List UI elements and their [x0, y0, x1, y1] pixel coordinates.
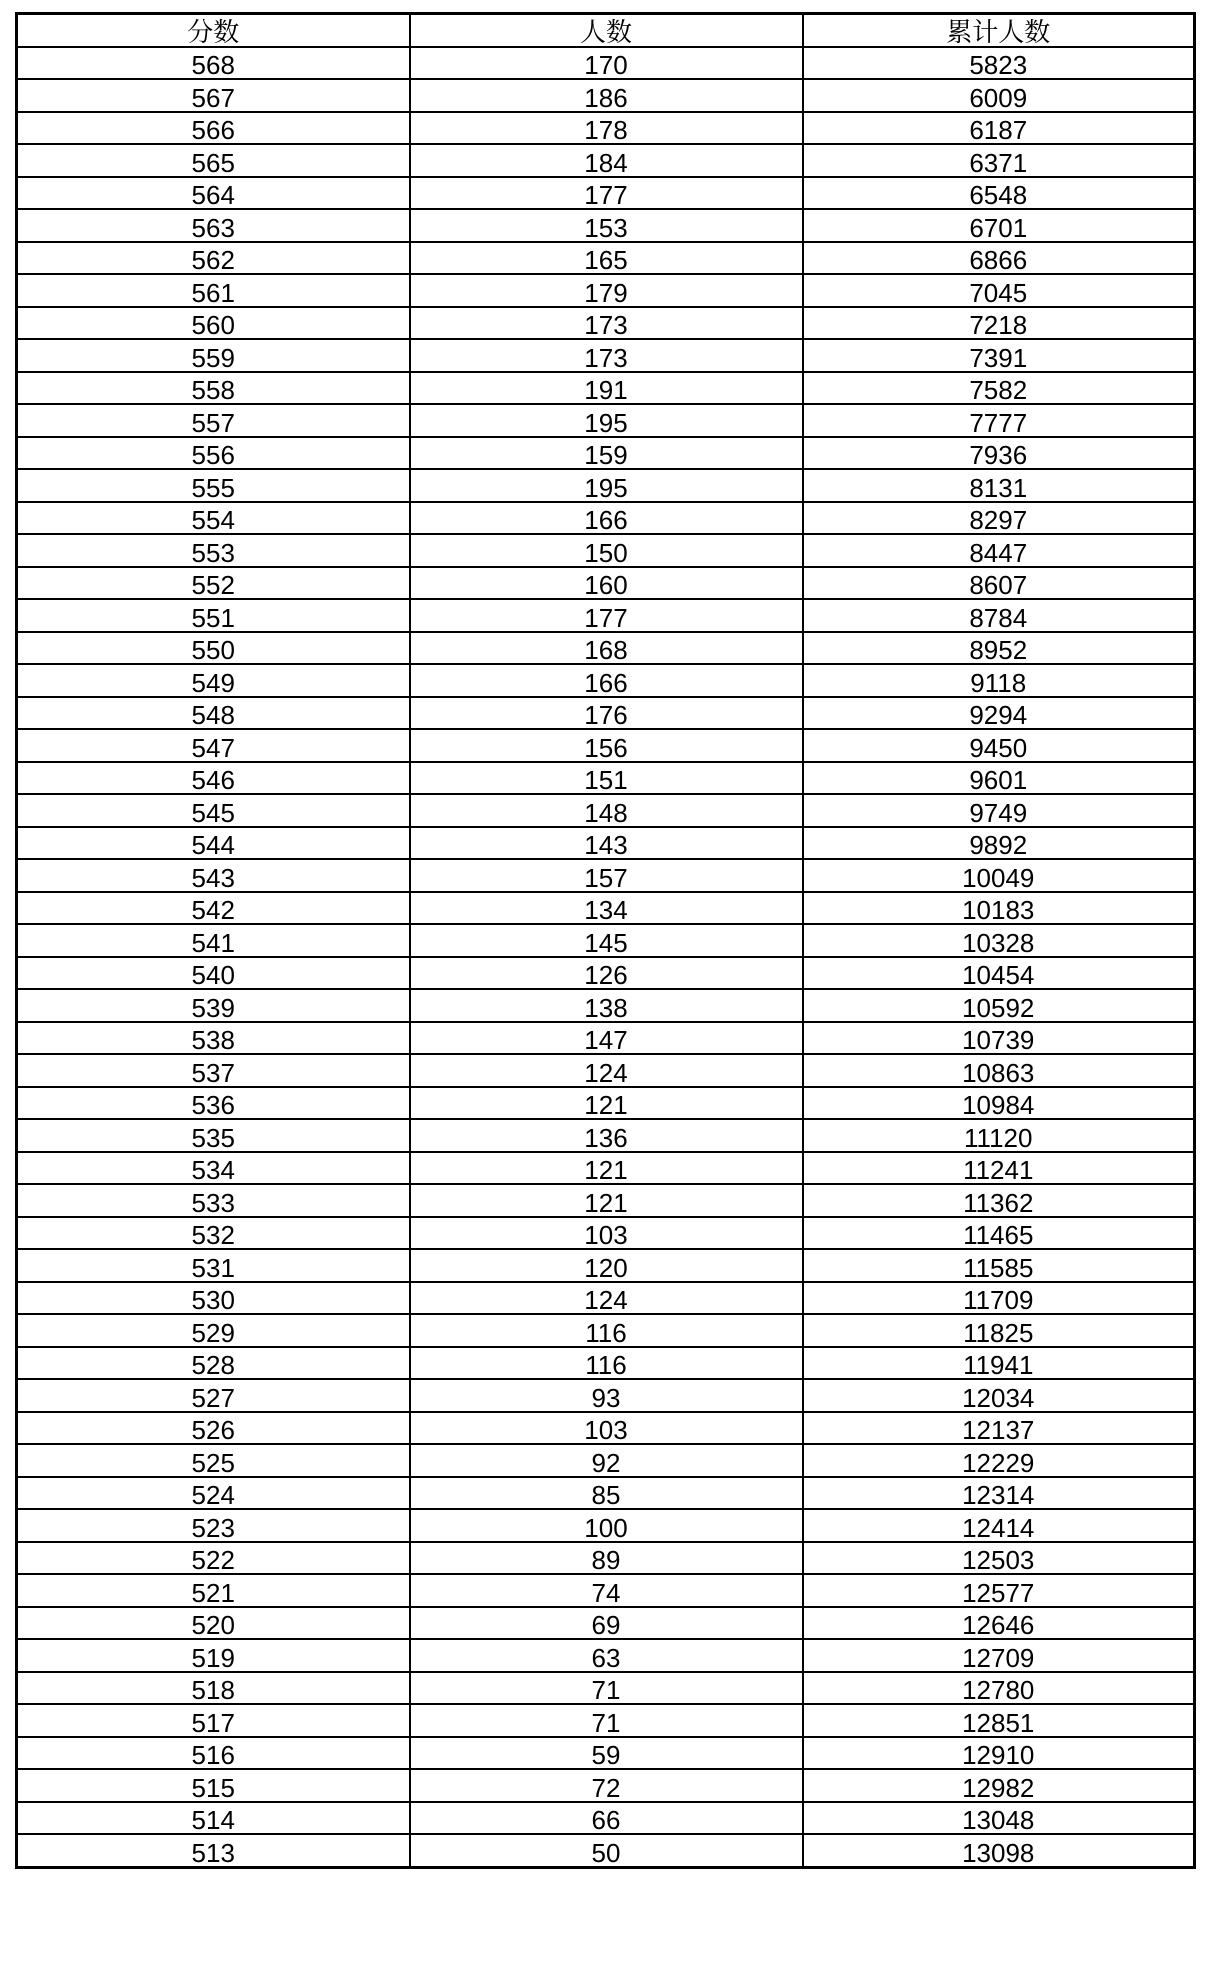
cell-cumulative: 10592	[803, 989, 1195, 1022]
cell-cumulative: 7936	[803, 437, 1195, 470]
cell-cumulative: 12503	[803, 1542, 1195, 1575]
cell-score: 536	[17, 1087, 410, 1120]
cell-cumulative: 12314	[803, 1477, 1195, 1510]
cell-count: 85	[410, 1477, 803, 1510]
table-row	[17, 762, 1195, 795]
cell-cumulative: 11585	[803, 1249, 1195, 1282]
cell-cumulative: 12709	[803, 1639, 1195, 1672]
cell-score: 553	[17, 534, 410, 567]
header-cumulative: 累计人数	[803, 14, 1195, 47]
cell-count: 136	[410, 1119, 803, 1152]
cell-count: 157	[410, 859, 803, 892]
header-count: 人数	[410, 14, 803, 47]
cell-score: 532	[17, 1217, 410, 1250]
table-row	[17, 957, 1195, 990]
table-row	[17, 1119, 1195, 1152]
table-row	[17, 1477, 1195, 1510]
cell-cumulative: 12137	[803, 1412, 1195, 1445]
cell-count: 195	[410, 404, 803, 437]
table-row	[17, 1379, 1195, 1412]
cell-count: 71	[410, 1704, 803, 1737]
cell-score: 544	[17, 827, 410, 860]
cell-cumulative: 10183	[803, 892, 1195, 925]
cell-count: 72	[410, 1769, 803, 1802]
table-row	[17, 1737, 1195, 1770]
cell-count: 138	[410, 989, 803, 1022]
table-row	[17, 794, 1195, 827]
cell-count: 165	[410, 242, 803, 275]
table-row	[17, 1249, 1195, 1282]
cell-score: 551	[17, 599, 410, 632]
table-row	[17, 404, 1195, 437]
cell-cumulative: 7391	[803, 339, 1195, 372]
cell-score: 534	[17, 1152, 410, 1185]
cell-cumulative: 10863	[803, 1054, 1195, 1087]
cell-cumulative: 13098	[803, 1834, 1195, 1867]
cell-count: 179	[410, 274, 803, 307]
cell-score: 547	[17, 729, 410, 762]
cell-count: 121	[410, 1152, 803, 1185]
cell-cumulative: 12851	[803, 1704, 1195, 1737]
cell-score: 538	[17, 1022, 410, 1055]
cell-count: 71	[410, 1672, 803, 1705]
score-distribution-table	[15, 12, 1196, 1869]
table-row	[17, 307, 1195, 340]
cell-count: 150	[410, 534, 803, 567]
cell-score: 548	[17, 697, 410, 730]
cell-score: 524	[17, 1477, 410, 1510]
table-row	[17, 827, 1195, 860]
cell-cumulative: 12780	[803, 1672, 1195, 1705]
cell-count: 177	[410, 177, 803, 210]
table-row	[17, 47, 1195, 80]
table-row	[17, 729, 1195, 762]
cell-cumulative: 9294	[803, 697, 1195, 730]
cell-score: 516	[17, 1737, 410, 1770]
cell-cumulative: 6548	[803, 177, 1195, 210]
cell-count: 124	[410, 1282, 803, 1315]
cell-cumulative: 6701	[803, 209, 1195, 242]
cell-score: 533	[17, 1184, 410, 1217]
table-row	[17, 924, 1195, 957]
cell-cumulative: 5823	[803, 47, 1195, 80]
cell-cumulative: 6009	[803, 79, 1195, 112]
cell-score: 561	[17, 274, 410, 307]
cell-score: 535	[17, 1119, 410, 1152]
cell-score: 562	[17, 242, 410, 275]
cell-cumulative: 7777	[803, 404, 1195, 437]
cell-score: 519	[17, 1639, 410, 1672]
table-row	[17, 144, 1195, 177]
table-row	[17, 892, 1195, 925]
cell-count: 124	[410, 1054, 803, 1087]
cell-cumulative: 6866	[803, 242, 1195, 275]
cell-count: 121	[410, 1087, 803, 1120]
cell-count: 89	[410, 1542, 803, 1575]
cell-score: 554	[17, 502, 410, 535]
cell-count: 103	[410, 1217, 803, 1250]
cell-cumulative: 8131	[803, 469, 1195, 502]
cell-score: 559	[17, 339, 410, 372]
table-row	[17, 79, 1195, 112]
cell-count: 145	[410, 924, 803, 957]
cell-score: 513	[17, 1834, 410, 1867]
table-row	[17, 469, 1195, 502]
table-row	[17, 1022, 1195, 1055]
cell-score: 530	[17, 1282, 410, 1315]
cell-score: 522	[17, 1542, 410, 1575]
table-row	[17, 1769, 1195, 1802]
table-row	[17, 1347, 1195, 1380]
cell-score: 546	[17, 762, 410, 795]
cell-score: 517	[17, 1704, 410, 1737]
cell-score: 564	[17, 177, 410, 210]
cell-cumulative: 8784	[803, 599, 1195, 632]
cell-count: 160	[410, 567, 803, 600]
cell-score: 558	[17, 372, 410, 405]
cell-score: 568	[17, 47, 410, 80]
cell-count: 148	[410, 794, 803, 827]
cell-cumulative: 11241	[803, 1152, 1195, 1185]
table-row	[17, 697, 1195, 730]
table-row	[17, 989, 1195, 1022]
table-row	[17, 437, 1195, 470]
cell-cumulative: 12646	[803, 1607, 1195, 1640]
cell-count: 177	[410, 599, 803, 632]
cell-score: 556	[17, 437, 410, 470]
cell-cumulative: 9450	[803, 729, 1195, 762]
cell-score: 514	[17, 1802, 410, 1835]
table-row	[17, 664, 1195, 697]
cell-cumulative: 11709	[803, 1282, 1195, 1315]
table-row	[17, 1802, 1195, 1835]
cell-count: 50	[410, 1834, 803, 1867]
cell-cumulative: 9892	[803, 827, 1195, 860]
cell-cumulative: 12577	[803, 1574, 1195, 1607]
cell-score: 560	[17, 307, 410, 340]
cell-score: 521	[17, 1574, 410, 1607]
cell-count: 156	[410, 729, 803, 762]
cell-count: 166	[410, 664, 803, 697]
cell-cumulative: 12414	[803, 1509, 1195, 1542]
cell-cumulative: 11120	[803, 1119, 1195, 1152]
table-row	[17, 534, 1195, 567]
table-row	[17, 567, 1195, 600]
cell-count: 173	[410, 339, 803, 372]
table-row	[17, 1639, 1195, 1672]
cell-cumulative: 9601	[803, 762, 1195, 795]
cell-score: 555	[17, 469, 410, 502]
cell-cumulative: 10454	[803, 957, 1195, 990]
cell-cumulative: 11465	[803, 1217, 1195, 1250]
cell-count: 173	[410, 307, 803, 340]
cell-cumulative: 6371	[803, 144, 1195, 177]
cell-count: 166	[410, 502, 803, 535]
cell-score: 549	[17, 664, 410, 697]
cell-score: 550	[17, 632, 410, 665]
cell-count: 178	[410, 112, 803, 145]
cell-cumulative: 11941	[803, 1347, 1195, 1380]
cell-score: 543	[17, 859, 410, 892]
cell-score: 552	[17, 567, 410, 600]
cell-cumulative: 8447	[803, 534, 1195, 567]
table-row	[17, 1509, 1195, 1542]
cell-score: 541	[17, 924, 410, 957]
cell-cumulative: 8952	[803, 632, 1195, 665]
cell-count: 147	[410, 1022, 803, 1055]
table-row	[17, 1607, 1195, 1640]
table-row	[17, 599, 1195, 632]
cell-score: 557	[17, 404, 410, 437]
cell-count: 195	[410, 469, 803, 502]
cell-score: 566	[17, 112, 410, 145]
table-row	[17, 372, 1195, 405]
table-row	[17, 1542, 1195, 1575]
cell-count: 100	[410, 1509, 803, 1542]
cell-cumulative: 7045	[803, 274, 1195, 307]
cell-count: 121	[410, 1184, 803, 1217]
cell-count: 143	[410, 827, 803, 860]
table-row	[17, 1314, 1195, 1347]
table-row	[17, 1834, 1195, 1867]
cell-count: 184	[410, 144, 803, 177]
cell-score: 537	[17, 1054, 410, 1087]
header-score: 分数	[17, 14, 410, 47]
cell-cumulative: 6187	[803, 112, 1195, 145]
table-row	[17, 1217, 1195, 1250]
cell-cumulative: 9749	[803, 794, 1195, 827]
cell-score: 545	[17, 794, 410, 827]
cell-score: 529	[17, 1314, 410, 1347]
cell-cumulative: 7218	[803, 307, 1195, 340]
cell-count: 59	[410, 1737, 803, 1770]
cell-count: 176	[410, 697, 803, 730]
table-row	[17, 1672, 1195, 1705]
cell-score: 525	[17, 1444, 410, 1477]
cell-score: 539	[17, 989, 410, 1022]
cell-cumulative: 12910	[803, 1737, 1195, 1770]
table-row	[17, 1704, 1195, 1737]
cell-score: 520	[17, 1607, 410, 1640]
table-body	[17, 47, 1195, 1868]
cell-cumulative: 12229	[803, 1444, 1195, 1477]
header-row	[17, 14, 1195, 47]
table-header	[17, 14, 1195, 47]
cell-score: 515	[17, 1769, 410, 1802]
cell-cumulative: 8607	[803, 567, 1195, 600]
table-row	[17, 1054, 1195, 1087]
table-row	[17, 1444, 1195, 1477]
cell-score: 540	[17, 957, 410, 990]
cell-count: 66	[410, 1802, 803, 1835]
cell-count: 120	[410, 1249, 803, 1282]
cell-count: 134	[410, 892, 803, 925]
cell-count: 116	[410, 1314, 803, 1347]
table-row	[17, 112, 1195, 145]
cell-count: 126	[410, 957, 803, 990]
cell-cumulative: 10739	[803, 1022, 1195, 1055]
table-row	[17, 859, 1195, 892]
cell-score: 563	[17, 209, 410, 242]
cell-cumulative: 10049	[803, 859, 1195, 892]
table-row	[17, 209, 1195, 242]
table-row	[17, 1574, 1195, 1607]
cell-score: 527	[17, 1379, 410, 1412]
cell-count: 170	[410, 47, 803, 80]
table-row	[17, 1412, 1195, 1445]
cell-count: 103	[410, 1412, 803, 1445]
table-row	[17, 1152, 1195, 1185]
table-row	[17, 1282, 1195, 1315]
cell-score: 523	[17, 1509, 410, 1542]
cell-cumulative: 11825	[803, 1314, 1195, 1347]
cell-score: 531	[17, 1249, 410, 1282]
cell-score: 565	[17, 144, 410, 177]
table-row	[17, 177, 1195, 210]
cell-count: 93	[410, 1379, 803, 1412]
cell-cumulative: 11362	[803, 1184, 1195, 1217]
cell-count: 191	[410, 372, 803, 405]
cell-cumulative: 12982	[803, 1769, 1195, 1802]
table-row	[17, 339, 1195, 372]
table-row	[17, 1184, 1195, 1217]
cell-score: 526	[17, 1412, 410, 1445]
cell-cumulative: 7582	[803, 372, 1195, 405]
cell-cumulative: 9118	[803, 664, 1195, 697]
cell-count: 151	[410, 762, 803, 795]
cell-cumulative: 10984	[803, 1087, 1195, 1120]
cell-count: 63	[410, 1639, 803, 1672]
cell-count: 186	[410, 79, 803, 112]
cell-count: 92	[410, 1444, 803, 1477]
cell-cumulative: 8297	[803, 502, 1195, 535]
cell-cumulative: 10328	[803, 924, 1195, 957]
table-row	[17, 1087, 1195, 1120]
table-row	[17, 502, 1195, 535]
table-row	[17, 242, 1195, 275]
cell-score: 518	[17, 1672, 410, 1705]
cell-count: 153	[410, 209, 803, 242]
cell-cumulative: 12034	[803, 1379, 1195, 1412]
cell-score: 567	[17, 79, 410, 112]
table-row	[17, 632, 1195, 665]
cell-count: 74	[410, 1574, 803, 1607]
cell-score: 542	[17, 892, 410, 925]
cell-count: 168	[410, 632, 803, 665]
cell-score: 528	[17, 1347, 410, 1380]
cell-count: 69	[410, 1607, 803, 1640]
cell-cumulative: 13048	[803, 1802, 1195, 1835]
cell-count: 159	[410, 437, 803, 470]
table-row	[17, 274, 1195, 307]
cell-count: 116	[410, 1347, 803, 1380]
